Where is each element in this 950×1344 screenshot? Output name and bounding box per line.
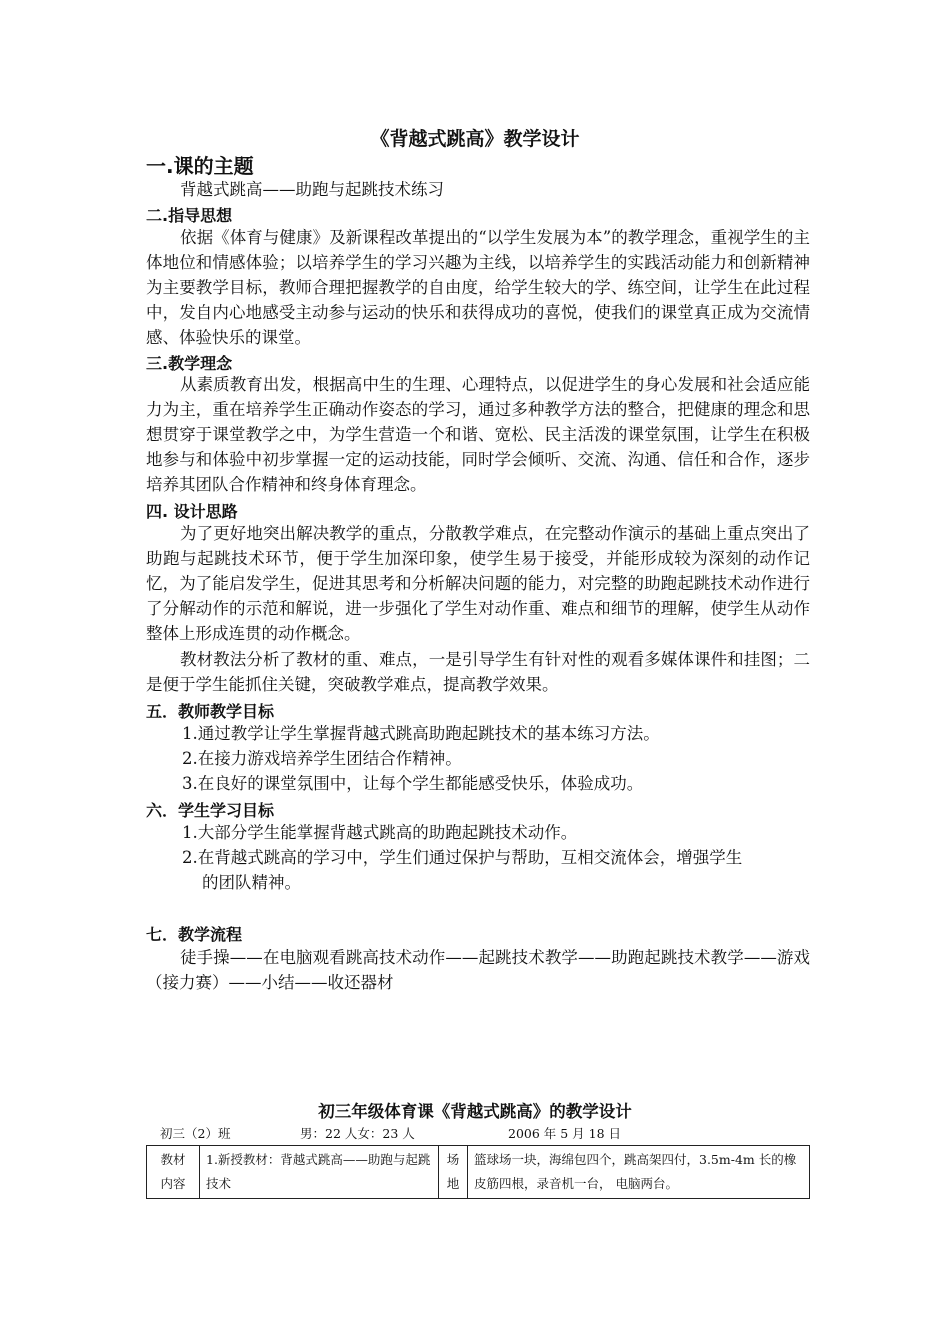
table-row xyxy=(147,1146,810,1199)
section-7-heading: 七．教学流程 xyxy=(146,925,243,944)
section-7-text: 徒手操——在电脑观看跳高技术动作——起跳技术教学——助跑起跳技术教学——游戏（接力赛）——小结——收还器材 xyxy=(146,948,810,992)
section-1-text: 背越式跳高——助跑与起跳技术练习 xyxy=(180,180,444,199)
section-3-text: 从素质教育出发，根据高中生的生理、心理特点，以促进学生的身心发展和社会适应能力为主，重在培养学生正确动作姿态的学习，通过多种教学方法的整合，把健康的理念和思想贯穿于课堂教学之中，为学生营造一个和谐、宽松、民主活泼的课堂氛围，让学生在积极地参与和体验中初步掌握一定的运动技能，同时学会倾听、交流、沟通、信任和合作，逐步培养其团队合作精神和终身体育理念。 xyxy=(146,375,810,494)
section-2-heading: 二.指导思想 xyxy=(146,206,233,225)
lesson-table xyxy=(146,1145,810,1199)
student-goal-item-line-1: 2.在背越式跳高的学习中，学生们通过保护与帮助，互相交流体会，增强学生 xyxy=(182,848,743,867)
student-goal-item-line-2: 的团队精神。 xyxy=(202,873,301,892)
section-1-heading: 一.课的主题 xyxy=(146,154,254,178)
lesson-plan-title: 初三年级体育课《背越式跳高》的教学设计 xyxy=(318,1102,632,1121)
teacher-goal-item: 3.在良好的课堂氛围中，让每个学生都能感受快乐，体验成功。 xyxy=(182,774,644,793)
section-4-text-1: 为了更好地突出解决教学的重点，分散教学难点，在完整动作演示的基础上重点突出了助跑与起跳技术环节，便于学生加深印象，使学生易于接受，并能形成较为深刻的动作记忆，为了能启发学生，促进其思考和分析解决问题的能力，对完整的助跑起跳技术动作进行了分解动作的示范和解说，进一步强化了学生对动作重、难点和细节的理解，使学生从动作整体上形成连贯的动作概念。 xyxy=(146,524,810,643)
document-title: 《背越式跳高》教学设计 xyxy=(370,128,580,150)
venue-label-cell xyxy=(439,1146,468,1199)
teacher-goal-item: 1.通过教学让学生掌握背越式跳高助跑起跳技术的基本练习方法。 xyxy=(182,724,660,743)
venue-label-line-2: 地 xyxy=(446,1176,460,1191)
section-5-heading: 五．教师教学目标 xyxy=(146,702,275,721)
lesson-date: 2006 年 5 月 18 日 xyxy=(508,1126,622,1141)
venue-cell: 篮球场一块，海绵包四个，跳高架四付，3.5m-4m 长的橡皮筋四根，录音机一台， 电脑两台。 xyxy=(468,1146,810,1199)
teacher-goal-item: 2.在接力游戏培养学生团结合作精神。 xyxy=(182,749,462,768)
student-count: 男：22 人女：23 人 xyxy=(300,1126,415,1141)
student-goal-item: 1.大部分学生能掌握背越式跳高的助跑起跳技术动作。 xyxy=(182,823,578,842)
class-label: 初三（2）班 xyxy=(160,1126,231,1141)
section-4-text-2: 教材教法分析了教材的重、难点，一是引导学生有针对性的观看多媒体课件和挂图；二是便于学生能抓住关键，突破教学难点，提高教学效果。 xyxy=(146,650,810,694)
section-2-text: 依据《体育与健康》及新课程改革提出的“以学生发展为本”的教学理念，重视学生的主体地位和情感体验；以培养学生的学习兴趣为主线，以培养学生的实践活动能力和创新精神为主要教学目标，教师合理把握教学的自由度，给学生较大的学、练空间，让学生在此过程中，发自内心地感受主动参与运动的快乐和获得成功的喜悦，使我们的课堂真正成为交流情感、体验快乐的课堂。 xyxy=(146,228,810,347)
section-6-heading: 六．学生学习目标 xyxy=(146,801,275,820)
content-cell: 1.新授教材：背越式跳高——助跑与起跳技术 xyxy=(200,1146,439,1199)
content-label-line-2: 内容 xyxy=(160,1176,186,1191)
section-3-heading: 三.教学理念 xyxy=(146,354,233,373)
student-goal-item xyxy=(182,845,810,895)
content-label-line-1: 教材 xyxy=(160,1152,186,1167)
venue-label-line-1: 场 xyxy=(446,1152,460,1167)
section-4-heading: 四. 设计思路 xyxy=(146,502,238,521)
content-label-cell xyxy=(147,1146,200,1199)
